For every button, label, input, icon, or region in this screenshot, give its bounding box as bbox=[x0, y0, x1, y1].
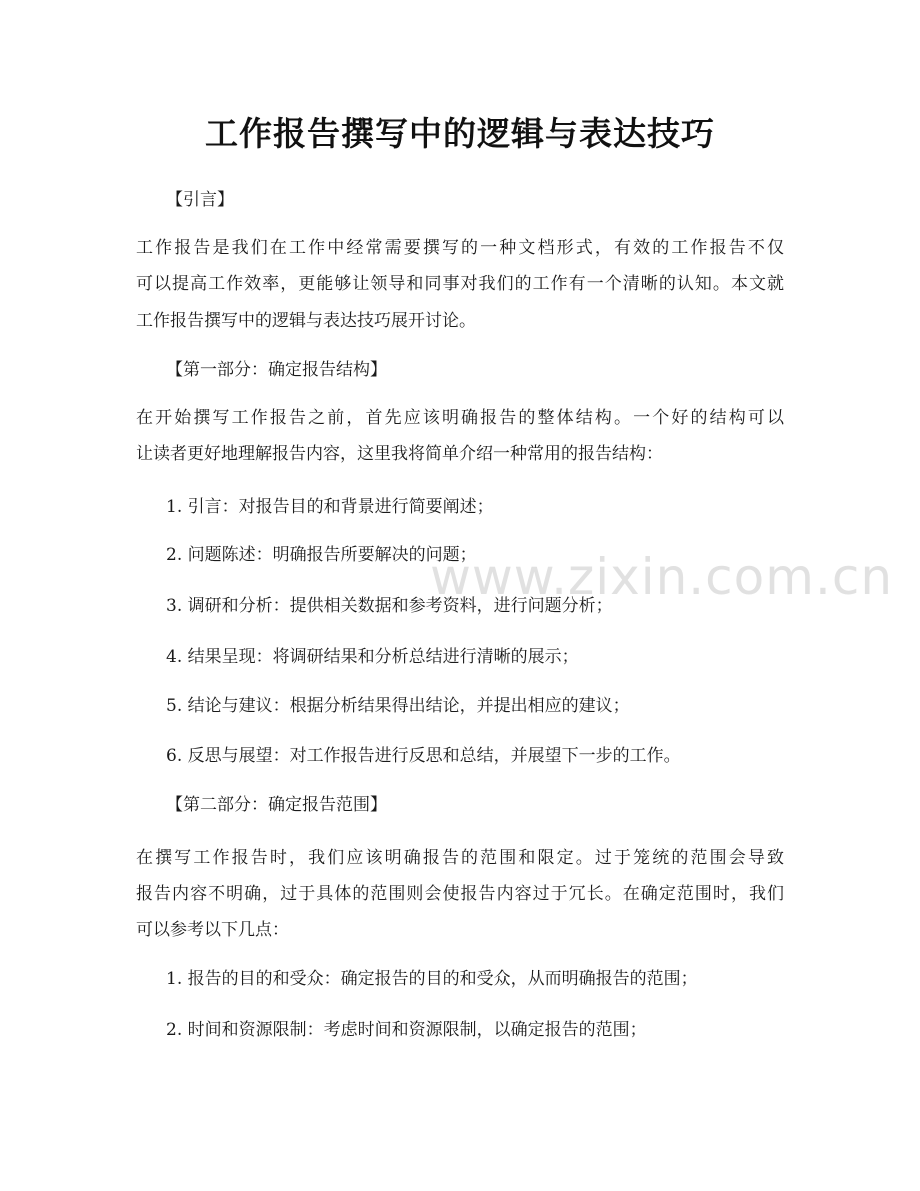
section-heading-intro: 【引言】 bbox=[166, 190, 234, 210]
paragraph-line: 报告内容不明确，过于具体的范围则会使报告内容过于冗长。在确定范围时，我们 bbox=[136, 884, 784, 904]
paragraph-line: 在开始撰写工作报告之前，首先应该明确报告的整体结构。一个好的结构可以 bbox=[136, 408, 784, 428]
document-title: 工作报告撰写中的逻辑与表达技巧 bbox=[205, 114, 715, 153]
section-heading-part1: 【第一部分：确定报告结构】 bbox=[166, 360, 387, 380]
list-item: 2. 问题陈述：明确报告所要解决的问题； bbox=[166, 545, 477, 565]
paragraph-line: 在撰写工作报告时，我们应该明确报告的范围和限定。过于笼统的范围会导致 bbox=[136, 848, 784, 868]
paragraph-line: 工作报告撰写中的逻辑与表达技巧展开讨论。 bbox=[136, 311, 476, 331]
list-item: 1. 报告的目的和受众：确定报告的目的和受众，从而明确报告的范围； bbox=[166, 969, 698, 989]
list-item: 1. 引言：对报告目的和背景进行简要阐述； bbox=[166, 497, 494, 517]
list-item: 5. 结论与建议：根据分析结果得出结论，并提出相应的建议； bbox=[166, 696, 630, 716]
paragraph-line: 让读者更好地理解报告内容，这里我将简单介绍一种常用的报告结构： bbox=[136, 444, 663, 464]
paragraph-line: 可以提高工作效率，更能够让领导和同事对我们的工作有一个清晰的认知。本文就 bbox=[136, 274, 784, 294]
list-item: 3. 调研和分析：提供相关数据和参考资料，进行问题分析； bbox=[166, 596, 613, 616]
paragraph-line: 可以参考以下几点： bbox=[136, 920, 289, 940]
list-item: 2. 时间和资源限制：考虑时间和资源限制，以确定报告的范围； bbox=[166, 1020, 647, 1040]
watermark: www.zixin.com.cn bbox=[430, 548, 894, 606]
section-heading-part2: 【第二部分：确定报告范围】 bbox=[166, 795, 387, 815]
paragraph-line: 工作报告是我们在工作中经常需要撰写的一种文档形式，有效的工作报告不仅 bbox=[136, 238, 784, 258]
list-item: 6. 反思与展望：对工作报告进行反思和总结，并展望下一步的工作。 bbox=[166, 746, 681, 766]
list-item: 4. 结果呈现：将调研结果和分析总结进行清晰的展示； bbox=[166, 647, 579, 667]
